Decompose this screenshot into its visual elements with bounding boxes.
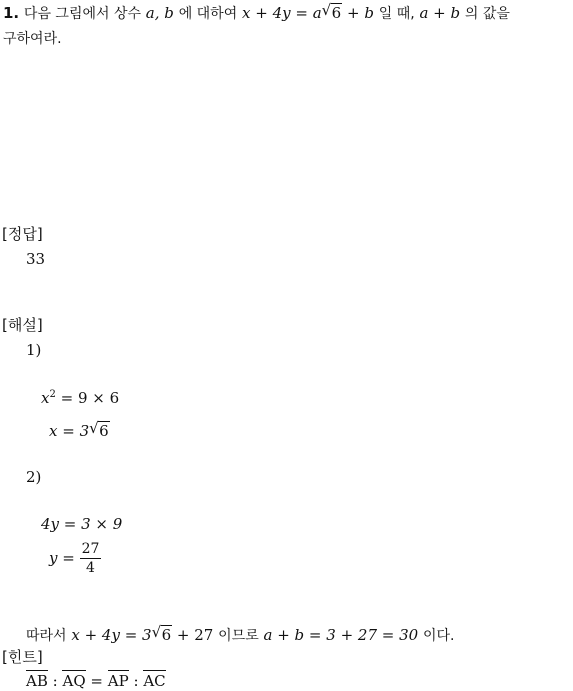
question-line-2: 구하여라. [3,31,62,47]
sqrt-6: √ 6 [321,1,342,22]
question-text: 일 때, [378,6,415,22]
var-a: a, [145,4,160,22]
step1-eq2: x = 3 √ 6 [49,419,109,440]
answer-header: [정답] [2,225,43,243]
step2-eq1: 4y = 3 × 9 [41,515,123,533]
segment-ac: AC [143,672,166,690]
equation: x + 4y = a [242,4,322,22]
hint-proportion: AB : AQ = AP : AC [26,672,166,690]
question-text: 의 값을 [464,6,510,22]
conclusion: 따라서 x + 4y = 3 √ 6 + 27 이므로 a + b = 3 + 27 = 30 이다. [26,623,455,644]
question-number: 1. [3,4,20,22]
question-text: 에 대하여 [178,6,238,22]
step1-eq1: $x^2 = 9 \times 6$ [41,389,120,407]
fraction: $\frac{27}{4}$ [81,541,100,576]
sum-expr: a + b [419,4,461,22]
question-text: 다음 그림에서 상수 [23,6,142,22]
step2-eq2: y = $\frac{27}{4}$ [49,541,100,576]
equation-rhs: + b [346,4,374,22]
segment-aq: AQ [62,672,86,690]
solution-header: [해설] [2,316,43,334]
step1-label: 1) [26,341,42,359]
answer-value: 33 [26,250,46,268]
question-line-1 [3,1,510,22]
segment-ab: AB [26,672,48,690]
step2-label: 2) [26,468,42,486]
segment-ap: AP [107,672,129,690]
var-b: b [164,4,174,22]
hint-header: [힌트] [2,648,43,666]
